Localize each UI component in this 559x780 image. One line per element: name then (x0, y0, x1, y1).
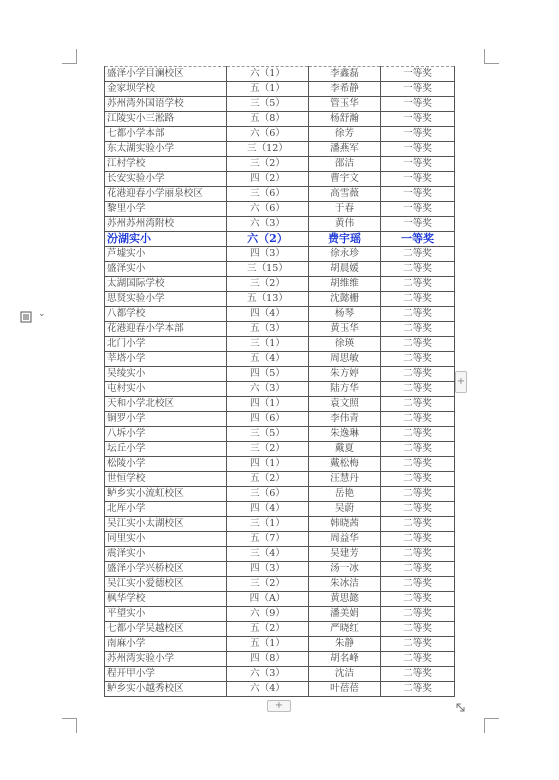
award-cell[interactable]: 二等奖 (381, 442, 455, 457)
class-cell[interactable]: 五（2） (227, 472, 309, 487)
class-cell[interactable]: 三（1） (227, 337, 309, 352)
name-cell[interactable]: 汪慧丹 (309, 472, 381, 487)
school-cell[interactable]: 吴江实小太湖校区 (105, 517, 227, 532)
crop-mark-bottom-left (62, 718, 77, 733)
table-row (105, 67, 455, 82)
award-cell[interactable]: 一等奖 (381, 157, 455, 172)
award-cell[interactable]: 二等奖 (381, 562, 455, 577)
award-cell[interactable]: 一等奖 (381, 217, 455, 232)
award-cell[interactable]: 二等奖 (381, 547, 455, 562)
award-cell[interactable]: 二等奖 (381, 382, 455, 397)
class-cell[interactable]: 四（A） (227, 592, 309, 607)
school-cell[interactable]: 鲈乡实小越秀校区 (105, 682, 227, 697)
school-cell[interactable]: 枫华学校 (105, 592, 227, 607)
school-cell[interactable]: 汾湖实小 (105, 232, 227, 247)
school-cell[interactable]: 坛丘小学 (105, 442, 227, 457)
award-cell[interactable]: 一等奖 (381, 172, 455, 187)
class-cell[interactable]: 四（8） (227, 652, 309, 667)
class-cell[interactable]: 四（2） (227, 172, 309, 187)
award-cell[interactable]: 二等奖 (381, 457, 455, 472)
table-row (105, 367, 455, 382)
class-cell[interactable]: 六（1） (227, 67, 309, 82)
class-cell[interactable]: 三（6） (227, 187, 309, 202)
name-cell[interactable]: 戴松梅 (309, 457, 381, 472)
name-cell[interactable]: 吴蔚 (309, 502, 381, 517)
school-cell[interactable]: 吴绫实小 (105, 367, 227, 382)
class-cell[interactable]: 五（1） (227, 637, 309, 652)
class-cell[interactable]: 三（2） (227, 277, 309, 292)
class-cell[interactable]: 四（5） (227, 367, 309, 382)
table-row (105, 142, 455, 157)
name-cell[interactable]: 朱方婷 (309, 367, 381, 382)
class-cell[interactable]: 六（2） (227, 232, 309, 247)
class-cell[interactable]: 三（6） (227, 487, 309, 502)
name-cell[interactable]: 朱冰洁 (309, 577, 381, 592)
table-row (105, 652, 455, 667)
name-cell[interactable]: 徐芳 (309, 127, 381, 142)
school-cell[interactable]: 花港迎春小学本部 (105, 322, 227, 337)
add-row-button[interactable]: + (267, 700, 291, 712)
name-cell[interactable]: 李希静 (309, 82, 381, 97)
school-cell[interactable]: 七都小学本部 (105, 127, 227, 142)
school-cell[interactable]: 盛泽实小 (105, 262, 227, 277)
name-cell[interactable]: 朱静 (309, 637, 381, 652)
school-cell[interactable]: 花港迎春小学丽泉校区 (105, 187, 227, 202)
school-cell[interactable]: 苏州苏州湾附校 (105, 217, 227, 232)
award-cell[interactable]: 二等奖 (381, 502, 455, 517)
name-cell[interactable]: 严晓红 (309, 622, 381, 637)
name-cell[interactable]: 陆方华 (309, 382, 381, 397)
table-row-highlighted (105, 232, 455, 247)
table-row (105, 622, 455, 637)
award-cell[interactable]: 二等奖 (381, 367, 455, 382)
name-cell[interactable]: 邵洁 (309, 157, 381, 172)
name-cell[interactable]: 管玉华 (309, 97, 381, 112)
award-cell[interactable]: 二等奖 (381, 427, 455, 442)
class-cell[interactable]: 五（2） (227, 622, 309, 637)
award-cell[interactable]: 二等奖 (381, 292, 455, 307)
class-cell[interactable]: 六（3） (227, 382, 309, 397)
name-cell[interactable]: 沈懿栅 (309, 292, 381, 307)
class-cell[interactable]: 五（7） (227, 532, 309, 547)
class-cell[interactable]: 六（3） (227, 667, 309, 682)
award-cell[interactable]: 二等奖 (381, 352, 455, 367)
table-row (105, 172, 455, 187)
school-cell[interactable]: 松陵小学 (105, 457, 227, 472)
class-cell[interactable]: 五（3） (227, 322, 309, 337)
class-cell[interactable]: 三（1） (227, 517, 309, 532)
school-cell[interactable]: 八都学校 (105, 307, 227, 322)
school-cell[interactable]: 八坼小学 (105, 427, 227, 442)
class-cell[interactable]: 四（6） (227, 412, 309, 427)
award-cell[interactable]: 二等奖 (381, 577, 455, 592)
school-cell[interactable]: 东太湖实验小学 (105, 142, 227, 157)
award-cell[interactable]: 二等奖 (381, 412, 455, 427)
award-cell[interactable]: 一等奖 (381, 142, 455, 157)
table-layout-icon[interactable] (20, 308, 32, 320)
school-cell[interactable]: 江村学校 (105, 157, 227, 172)
table-row (105, 112, 455, 127)
table-row (105, 547, 455, 562)
school-cell[interactable]: 屯村实小 (105, 382, 227, 397)
school-cell[interactable]: 思贤实验小学 (105, 292, 227, 307)
name-cell[interactable]: 胡维维 (309, 277, 381, 292)
school-cell[interactable]: 南麻小学 (105, 637, 227, 652)
table-row (105, 157, 455, 172)
school-cell[interactable]: 铜罗小学 (105, 412, 227, 427)
table-row (105, 247, 455, 262)
award-cell[interactable]: 二等奖 (381, 682, 455, 697)
table-row (105, 397, 455, 412)
name-cell[interactable]: 周思敏 (309, 352, 381, 367)
school-cell[interactable]: 江陵实小三淞路 (105, 112, 227, 127)
school-cell[interactable]: 盛泽小学兴桥校区 (105, 562, 227, 577)
award-cell[interactable]: 一等奖 (381, 67, 455, 82)
award-cell[interactable]: 二等奖 (381, 247, 455, 262)
crop-mark-bottom-right (484, 718, 499, 733)
table-row (105, 592, 455, 607)
class-cell[interactable]: 三（5） (227, 427, 309, 442)
table-resize-icon[interactable] (454, 698, 466, 710)
name-cell[interactable]: 徐永珍 (309, 247, 381, 262)
award-cell[interactable]: 二等奖 (381, 607, 455, 622)
table-row (105, 307, 455, 322)
award-cell[interactable]: 二等奖 (381, 262, 455, 277)
award-cell[interactable]: 二等奖 (381, 337, 455, 352)
name-cell[interactable]: 徐瑛 (309, 337, 381, 352)
table-layout-menu[interactable] (20, 306, 58, 322)
award-cell[interactable]: 二等奖 (381, 307, 455, 322)
class-cell[interactable]: 四（4） (227, 307, 309, 322)
name-cell[interactable]: 费宇瑶 (309, 232, 381, 247)
name-cell[interactable]: 周益华 (309, 532, 381, 547)
school-cell[interactable]: 七都小学吴越校区 (105, 622, 227, 637)
school-cell[interactable]: 鲈乡实小流虹校区 (105, 487, 227, 502)
award-cell[interactable]: 二等奖 (381, 637, 455, 652)
school-cell[interactable]: 黎里小学 (105, 202, 227, 217)
name-cell[interactable]: 李鑫磊 (309, 67, 381, 82)
class-cell[interactable]: 五（8） (227, 112, 309, 127)
class-cell[interactable]: 三（15） (227, 262, 309, 277)
school-cell[interactable]: 苏州湾外国语学校 (105, 97, 227, 112)
name-cell[interactable]: 叶蓓蓓 (309, 682, 381, 697)
award-cell[interactable]: 二等奖 (381, 487, 455, 502)
school-cell[interactable]: 平望实小 (105, 607, 227, 622)
award-cell[interactable]: 二等奖 (381, 322, 455, 337)
award-cell[interactable]: 一等奖 (381, 232, 455, 247)
class-cell[interactable]: 六（9） (227, 607, 309, 622)
award-cell[interactable]: 一等奖 (381, 82, 455, 97)
table-row (105, 82, 455, 97)
award-cell[interactable]: 二等奖 (381, 652, 455, 667)
class-cell[interactable]: 三（2） (227, 157, 309, 172)
school-cell[interactable]: 天和小学北校区 (105, 397, 227, 412)
award-cell[interactable]: 一等奖 (381, 202, 455, 217)
table-row (105, 487, 455, 502)
table-row (105, 562, 455, 577)
class-cell[interactable]: 三（2） (227, 442, 309, 457)
school-cell[interactable]: 世恒学校 (105, 472, 227, 487)
class-cell[interactable]: 五（4） (227, 352, 309, 367)
school-cell[interactable]: 芦墟实小 (105, 247, 227, 262)
class-cell[interactable]: 三（5） (227, 97, 309, 112)
award-cell[interactable]: 一等奖 (381, 127, 455, 142)
award-cell[interactable]: 一等奖 (381, 97, 455, 112)
table-row (105, 427, 455, 442)
name-cell[interactable]: 岳艳 (309, 487, 381, 502)
school-cell[interactable]: 程开甲小学 (105, 667, 227, 682)
name-cell[interactable]: 韩晓茜 (309, 517, 381, 532)
chevron-down-icon[interactable]: ⌄ (38, 309, 46, 319)
table-row (105, 322, 455, 337)
class-cell[interactable]: 四（1） (227, 457, 309, 472)
school-cell[interactable]: 金家坝学校 (105, 82, 227, 97)
table-row (105, 682, 455, 697)
name-cell[interactable]: 胡名峰 (309, 652, 381, 667)
class-cell[interactable]: 六（6） (227, 202, 309, 217)
table-row (105, 532, 455, 547)
class-cell[interactable]: 四（4） (227, 502, 309, 517)
school-cell[interactable]: 长安实验小学 (105, 172, 227, 187)
crop-mark-top-left (62, 49, 77, 64)
table-row (105, 442, 455, 457)
school-cell[interactable]: 盛泽小学目澜校区 (105, 67, 227, 82)
name-cell[interactable]: 戴夏 (309, 442, 381, 457)
table-row (105, 217, 455, 232)
name-cell[interactable]: 于春 (309, 202, 381, 217)
table-row (105, 382, 455, 397)
table-row (105, 502, 455, 517)
name-cell[interactable]: 黄伟 (309, 217, 381, 232)
class-cell[interactable]: 四（1） (227, 397, 309, 412)
award-cell[interactable]: 二等奖 (381, 517, 455, 532)
class-cell[interactable]: 五（13） (227, 292, 309, 307)
name-cell[interactable]: 袁文照 (309, 397, 381, 412)
class-cell[interactable]: 四（3） (227, 247, 309, 262)
school-cell[interactable]: 北门小学 (105, 337, 227, 352)
name-cell[interactable]: 汤一冰 (309, 562, 381, 577)
name-cell[interactable]: 潘燕军 (309, 142, 381, 157)
class-cell[interactable]: 六（6） (227, 127, 309, 142)
table-row (105, 637, 455, 652)
school-cell[interactable]: 震泽实小 (105, 547, 227, 562)
name-cell[interactable]: 杨琴 (309, 307, 381, 322)
table-row (105, 337, 455, 352)
award-cell[interactable]: 二等奖 (381, 397, 455, 412)
crop-mark-top-right (484, 49, 499, 64)
name-cell[interactable]: 潘美娟 (309, 607, 381, 622)
table-row (105, 292, 455, 307)
table-row (105, 262, 455, 277)
school-cell[interactable]: 同里实小 (105, 532, 227, 547)
award-cell[interactable]: 二等奖 (381, 667, 455, 682)
award-cell[interactable]: 一等奖 (381, 187, 455, 202)
award-cell[interactable]: 二等奖 (381, 277, 455, 292)
name-cell[interactable]: 吴建芳 (309, 547, 381, 562)
name-cell[interactable]: 李伟青 (309, 412, 381, 427)
name-cell[interactable]: 高雪薇 (309, 187, 381, 202)
name-cell[interactable]: 曹宇文 (309, 172, 381, 187)
school-cell[interactable]: 吴江实小爱德校区 (105, 577, 227, 592)
school-cell[interactable]: 太湖国际学校 (105, 277, 227, 292)
table-row (105, 577, 455, 592)
name-cell[interactable]: 胡晨媛 (309, 262, 381, 277)
class-cell[interactable]: 三（4） (227, 547, 309, 562)
school-cell[interactable]: 莘塔小学 (105, 352, 227, 367)
class-cell[interactable]: 五（1） (227, 82, 309, 97)
class-cell[interactable]: 三（12） (227, 142, 309, 157)
name-cell[interactable]: 朱逸琳 (309, 427, 381, 442)
table-row (105, 187, 455, 202)
table-row (105, 127, 455, 142)
award-table-body (105, 67, 455, 697)
class-cell[interactable]: 六（3） (227, 217, 309, 232)
award-cell[interactable]: 二等奖 (381, 472, 455, 487)
school-cell[interactable]: 北厍小学 (105, 502, 227, 517)
table-row (105, 472, 455, 487)
name-cell[interactable]: 杨舒瀚 (309, 112, 381, 127)
name-cell[interactable]: 黄玉华 (309, 322, 381, 337)
table-row (105, 607, 455, 622)
add-column-button[interactable]: + (455, 371, 467, 393)
table-row (105, 457, 455, 472)
class-cell[interactable]: 三（2） (227, 577, 309, 592)
award-cell[interactable]: 二等奖 (381, 592, 455, 607)
award-cell[interactable]: 二等奖 (381, 532, 455, 547)
table-row (105, 277, 455, 292)
name-cell[interactable]: 沈洁 (309, 667, 381, 682)
table-row (105, 97, 455, 112)
award-cell[interactable]: 二等奖 (381, 622, 455, 637)
table-row (105, 412, 455, 427)
table-row (105, 202, 455, 217)
school-cell[interactable]: 苏州湾实验小学 (105, 652, 227, 667)
class-cell[interactable]: 四（3） (227, 562, 309, 577)
table-row (105, 517, 455, 532)
award-cell[interactable]: 一等奖 (381, 112, 455, 127)
class-cell[interactable]: 六（4） (227, 682, 309, 697)
table-row (105, 667, 455, 682)
award-table (104, 66, 455, 697)
name-cell[interactable]: 黄思懿 (309, 592, 381, 607)
table-row (105, 352, 455, 367)
